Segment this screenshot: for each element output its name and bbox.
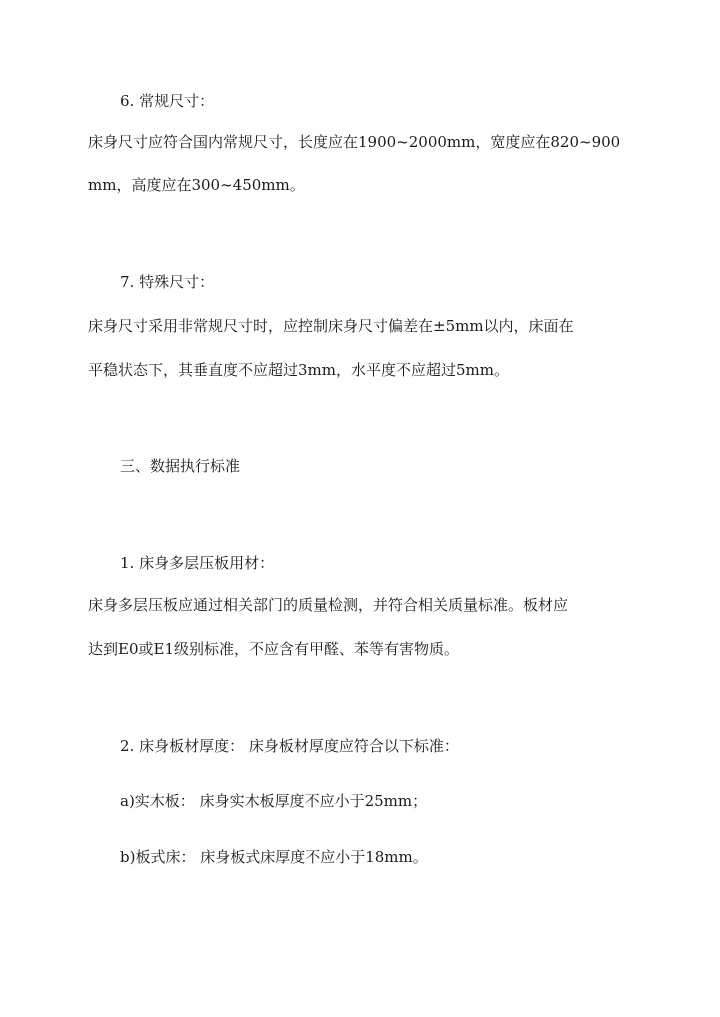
item-2-sub-b: b)板式床： 床身板式床厚度不应小于18mm。 (120, 848, 428, 866)
section-7-line-1: 床身尺寸采用非常规尺寸时，应控制床身尺寸偏差在±5mm以内，床面在 (88, 317, 574, 335)
section-7-line-2: 平稳状态下，其垂直度不应超过3mm，水平度不应超过5mm。 (88, 361, 509, 379)
section-7-heading: 7. 特殊尺寸： (120, 273, 215, 291)
section-6-heading: 6. 常规尺寸： (120, 92, 215, 110)
item-1-line-2: 达到E0或E1级别标准，不应含有甲醛、苯等有害物质。 (88, 640, 459, 658)
item-1-heading: 1. 床身多层压板用材： (120, 554, 275, 572)
part-3-heading: 三、数据执行标准 (120, 457, 241, 475)
item-1-line-1: 床身多层压板应通过相关部门的质量检测，并符合相关质量标准。板材应 (88, 596, 569, 614)
item-2-sub-a: a)实木板： 床身实木板厚度不应小于25mm； (120, 792, 428, 810)
section-6-line-2: mm，高度应在300~450mm。 (88, 176, 305, 194)
item-2-heading: 2. 床身板材厚度： 床身板材厚度应符合以下标准： (120, 737, 459, 755)
section-6-line-1: 床身尺寸应符合国内常规尺寸，长度应在1900~2000mm，宽度应在820~900 (88, 133, 621, 151)
